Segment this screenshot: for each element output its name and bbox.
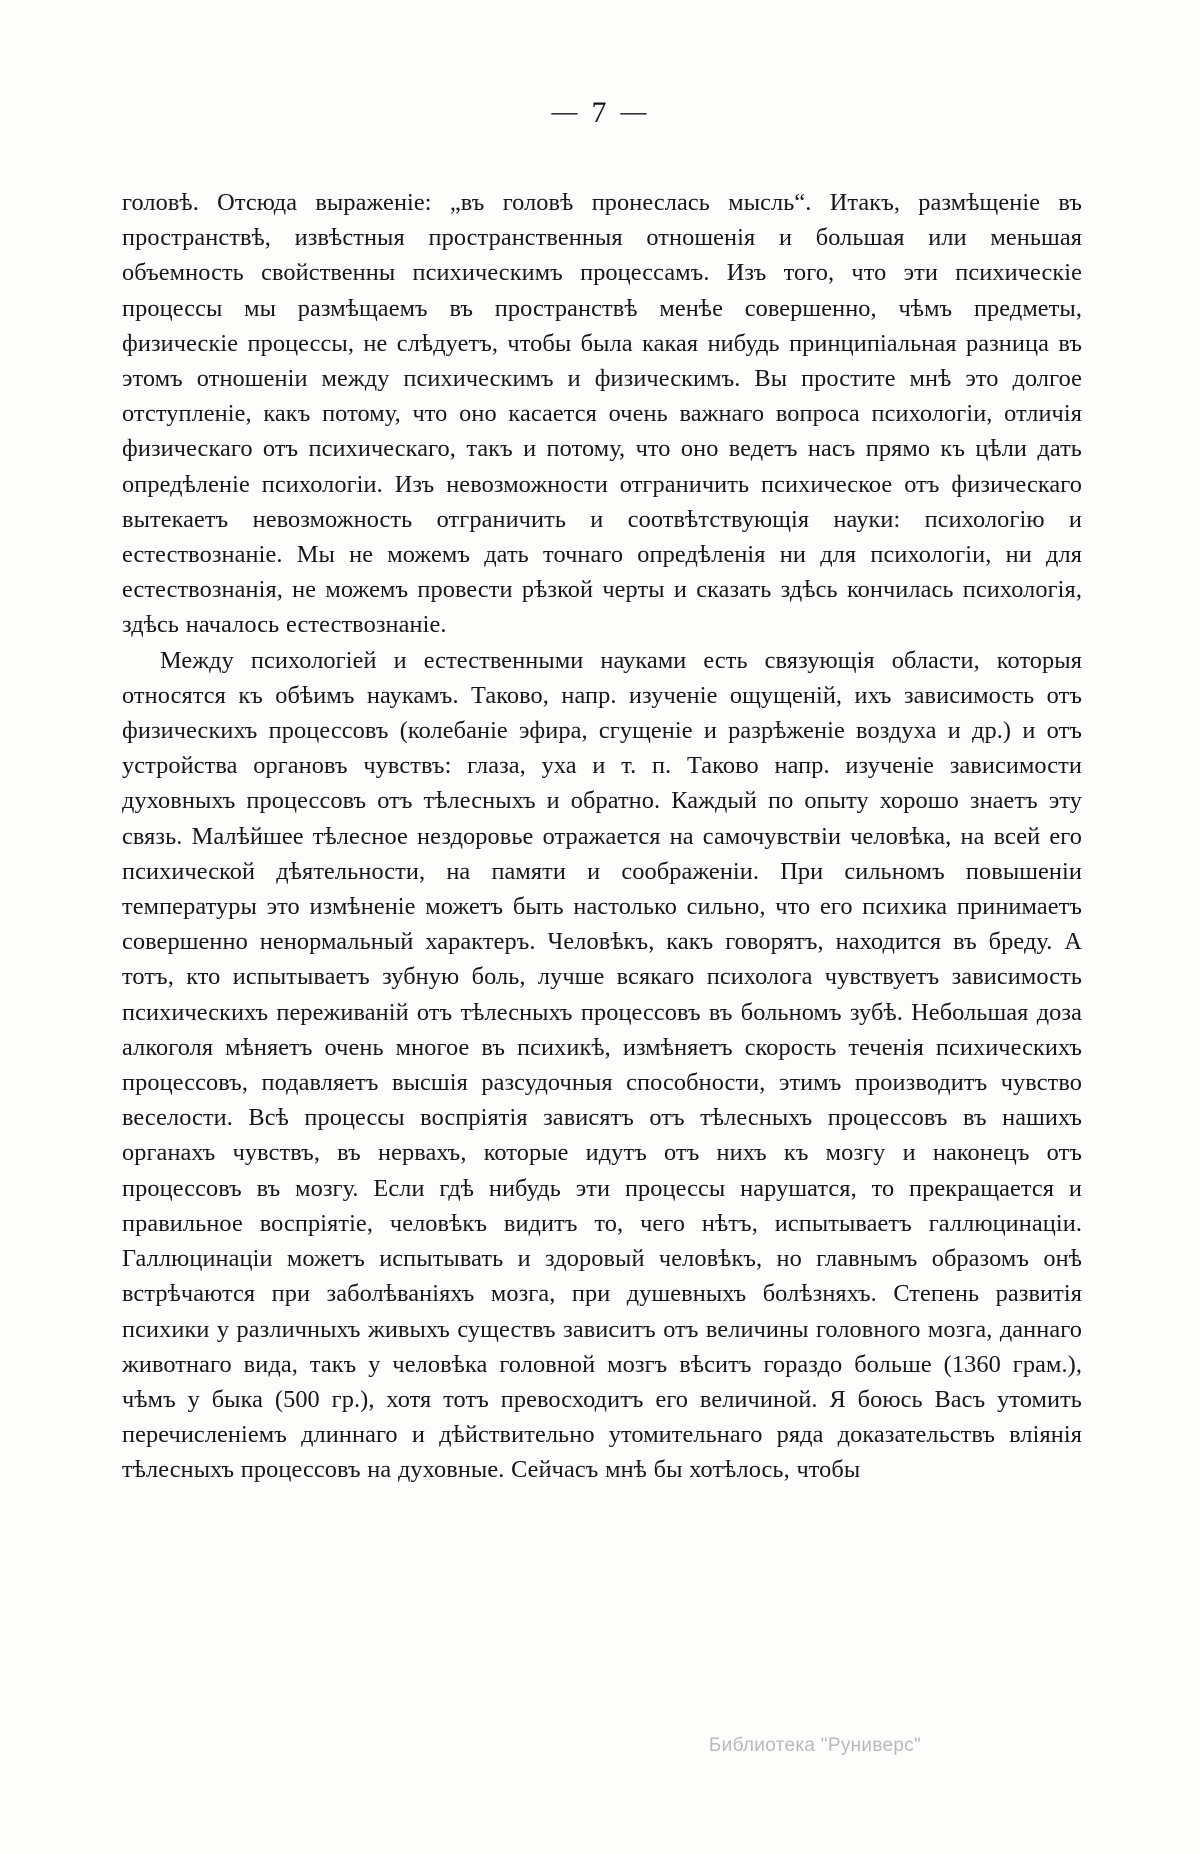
paragraph: головѣ. Отсюда выраженіе: „въ головѣ пронеслась мысль“. Итакъ, размѣщеніе въ пространствѣ, извѣстныя пространственныя отношенія и большая или меньшая объемность свойственны психическимъ процессамъ. Изъ того, что эти психическіе процессы мы размѣщаемъ въ пространствѣ менѣе совершенно, чѣмъ предметы, физическіе процессы, не слѣдуетъ, чтобы была какая нибудь принципіальная разница въ этомъ отношеніи между психическимъ и физическимъ. Вы простите мнѣ это долгое отступленіе, какъ потому, что оно касается очень важнаго вопроса психологіи, отличія физическаго отъ психическаго, такъ и потому, что оно ведетъ насъ прямо къ цѣли дать опредѣленіе психологіи. Изъ невозможности отграничить психическое отъ физическаго вытекаетъ невозможность отграничить и соотвѣтствующія науки: психологію и естествознаніе. Мы не можемъ дать точнаго опредѣленія ни для психологіи, ни для естествознанія, не можемъ провести рѣзкой черты и сказать здѣсь кончилась психологія, здѣсь началось естествознаніе. — [122, 189, 1082, 639]
body-text — [122, 185, 1082, 1488]
page-number-dash-left: — — [551, 97, 580, 126]
page-number-dash-right: — — [620, 97, 649, 126]
watermark-text: Библиотека "Руниверс" — [708, 1735, 922, 1756]
page-number-value: 7 — [591, 96, 609, 129]
paragraph: Между психологіей и естественными науками есть связующія области, которыя относятся къ обѣимъ наукамъ. Таково, напр. изученіе ощущеній, ихъ зависимость отъ физическихъ процессовъ (колебаніе эфира, сгущеніе и разрѣженіе воздуха и др.) и отъ устройства органовъ чувствъ: глаза, уха и т. п. Таково напр. изученіе зависимости духовныхъ процессовъ отъ тѣлесныхъ и обратно. Каждый по опыту хорошо знаетъ эту связь. Малѣйшее тѣлесное нездоровье отражается на самочувствіи человѣка, на всей его психической дѣятельности, на памяти и соображеніи. При сильномъ повышеніи температуры это измѣненіе можетъ быть настолько сильно, что его психика принимаетъ совершенно ненормальный характеръ. Человѣкъ, какъ говорятъ, находится въ бреду. А тотъ, кто испытываетъ зубную боль, лучше всякаго психолога чувствуетъ зависимость психическихъ переживаній отъ тѣлесныхъ процессовъ въ больномъ зубѣ. Небольшая доза алкоголя мѣняетъ очень многое въ психикѣ, измѣняетъ скорость теченія психическихъ процессовъ, подавляетъ высшія разсудочныя способности, этимъ производитъ чувство веселости. Всѣ процессы воспріятія зависятъ отъ тѣлесныхъ процессовъ въ нашихъ органахъ чувствъ, въ нервахъ, которые идутъ отъ нихъ къ мозгу и наконецъ отъ процессовъ въ мозгу. Если гдѣ нибудь эти процессы нарушатся, то прекращается и правильное воспріятіе, человѣкъ видитъ то, чего нѣтъ, испытываетъ галлюцинаціи. Галлюцинаціи можетъ испытывать и здоровый человѣкъ, но главнымъ образомъ онѣ встрѣчаются при заболѣваніяхъ мозга, при душевныхъ болѣзняхъ. Степень развитія психики у различныхъ живыхъ существъ зависитъ отъ величины головного мозга, даннаго животнаго вида, такъ у человѣка головной мозгъ вѣситъ гораздо больше (1360 грам.), чѣмъ у быка (500 гр.), хотя тотъ превосходитъ его величиной. Я боюсь Васъ утомить перечисленіемъ длиннаго и дѣйствительно утомительнаго ряда доказательствъ вліянія тѣлесныхъ процессовъ на духовные. Сейчасъ мнѣ бы хотѣлось, чтобы — [122, 646, 1082, 1484]
page-number — [0, 96, 1200, 130]
library-watermark — [0, 1735, 1200, 1757]
